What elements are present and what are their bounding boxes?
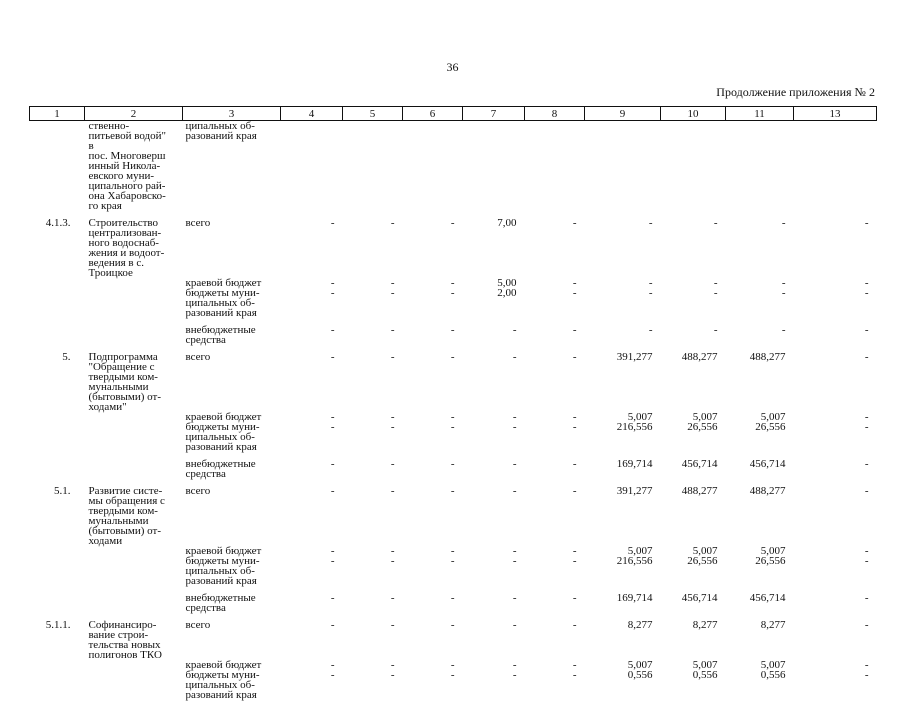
value-cell: - [450, 659, 455, 671]
value-cell: - [572, 421, 577, 433]
row-index [30, 546, 85, 556]
row-index [30, 556, 85, 586]
value-cell: - [864, 217, 869, 229]
value-cell: - [390, 485, 395, 497]
value-cell: - [572, 669, 577, 681]
value-cell [661, 121, 726, 212]
funding-source: краевой бюджет [185, 545, 262, 557]
column-header: 7 [463, 107, 525, 121]
value-cell: - [864, 619, 869, 631]
funding-source: бюджеты муни- ципальных об- разований края [185, 287, 260, 319]
value-cell: - [864, 485, 869, 497]
value-cell: - [450, 458, 455, 470]
value-cell: 216,556 [616, 555, 653, 567]
table-row [30, 660, 877, 670]
value-cell: - [864, 555, 869, 567]
value-cell: 5,007 [692, 411, 718, 423]
value-cell: - [713, 324, 718, 336]
table-row [30, 288, 877, 318]
value-cell: - [330, 217, 335, 229]
value-cell: - [572, 411, 577, 423]
value-cell: - [512, 619, 517, 631]
value-cell: - [330, 458, 335, 470]
row-index [30, 422, 85, 452]
value-cell: 5,007 [760, 659, 786, 671]
table-row [30, 670, 877, 700]
budget-table [29, 106, 877, 700]
continuation-note: Продолжение приложения № 2 [716, 85, 875, 99]
value-cell: - [864, 351, 869, 363]
value-cell: - [330, 324, 335, 336]
value-cell: 8,277 [692, 619, 718, 631]
row-index: 5.1.1. [45, 619, 71, 631]
value-cell: - [572, 619, 577, 631]
column-header: 10 [661, 107, 726, 121]
value-cell: - [450, 592, 455, 604]
value-cell: 391,277 [616, 485, 653, 497]
value-cell: - [450, 411, 455, 423]
column-header: 9 [585, 107, 661, 121]
value-cell: - [330, 545, 335, 557]
value-cell: 488,277 [681, 485, 718, 497]
column-header: 13 [794, 107, 877, 121]
value-cell: - [390, 619, 395, 631]
row-index: 4.1.3. [45, 217, 71, 229]
value-cell: - [572, 287, 577, 299]
value-cell: - [330, 287, 335, 299]
value-cell: - [864, 277, 869, 289]
value-cell: - [648, 287, 653, 299]
row-index [30, 452, 85, 479]
item-name [85, 288, 183, 318]
funding-source: ципальных об- разований края [185, 120, 257, 142]
value-cell: - [512, 669, 517, 681]
value-cell: 5,007 [627, 545, 653, 557]
value-cell: - [390, 458, 395, 470]
value-cell: 0,556 [627, 669, 653, 681]
value-cell: - [781, 217, 786, 229]
table-row [30, 586, 877, 613]
value-cell: - [781, 324, 786, 336]
value-cell: - [450, 485, 455, 497]
table-row [30, 345, 877, 412]
value-cell: - [512, 458, 517, 470]
column-header: 6 [403, 107, 463, 121]
value-cell: - [512, 351, 517, 363]
value-cell: - [512, 485, 517, 497]
value-cell: 5,00 [497, 277, 517, 289]
item-name [85, 278, 183, 288]
value-cell: - [648, 217, 653, 229]
column-header: 4 [281, 107, 343, 121]
value-cell: - [450, 217, 455, 229]
value-cell: 26,556 [687, 421, 718, 433]
value-cell [525, 121, 585, 212]
value-cell [281, 121, 343, 212]
value-cell: - [572, 592, 577, 604]
row-index: 5.1. [54, 485, 71, 497]
value-cell: 456,714 [749, 458, 786, 470]
item-name [85, 660, 183, 670]
value-cell: - [864, 592, 869, 604]
value-cell: - [648, 277, 653, 289]
funding-source: внебюджетные средства [185, 324, 256, 346]
value-cell: - [330, 277, 335, 289]
table-row [30, 422, 877, 452]
value-cell: 488,277 [681, 351, 718, 363]
funding-source: всего [185, 619, 211, 631]
item-name: ственно- питьевой водой" в пос. Многоверш инный Никола- евского муни- ципального рай- она Хабаровско- го края [88, 120, 167, 212]
value-cell: - [390, 555, 395, 567]
value-cell: - [572, 659, 577, 671]
value-cell: 5,007 [692, 545, 718, 557]
value-cell: - [330, 555, 335, 567]
item-name [85, 422, 183, 452]
value-cell: - [572, 324, 577, 336]
value-cell: - [781, 277, 786, 289]
value-cell: - [330, 351, 335, 363]
value-cell: - [330, 592, 335, 604]
value-cell: 8,277 [627, 619, 653, 631]
value-cell: - [512, 592, 517, 604]
value-cell: - [450, 351, 455, 363]
value-cell: - [390, 324, 395, 336]
table-row [30, 556, 877, 586]
value-cell: - [512, 421, 517, 433]
value-cell: - [512, 555, 517, 567]
value-cell: 5,007 [627, 411, 653, 423]
value-cell: - [864, 421, 869, 433]
value-cell: - [390, 277, 395, 289]
row-index [30, 412, 85, 422]
funding-source: краевой бюджет [185, 411, 262, 423]
value-cell: 7,00 [497, 217, 517, 229]
value-cell: 5,007 [692, 659, 718, 671]
value-cell: - [864, 324, 869, 336]
table-row [30, 452, 877, 479]
value-cell: - [450, 287, 455, 299]
value-cell: - [450, 619, 455, 631]
value-cell: 26,556 [755, 421, 786, 433]
value-cell: - [450, 555, 455, 567]
value-cell: - [713, 287, 718, 299]
column-header: 5 [343, 107, 403, 121]
value-cell: - [512, 545, 517, 557]
funding-source: внебюджетные средства [185, 458, 256, 480]
column-header: 8 [525, 107, 585, 121]
value-cell: 0,556 [760, 669, 786, 681]
value-cell [403, 121, 463, 212]
value-cell: - [572, 217, 577, 229]
value-cell: - [390, 421, 395, 433]
value-cell: 169,714 [616, 592, 653, 604]
row-index [30, 660, 85, 670]
value-cell: 26,556 [755, 555, 786, 567]
value-cell: - [781, 287, 786, 299]
value-cell: 2,00 [497, 287, 517, 299]
value-cell: - [864, 458, 869, 470]
item-name: Подпрограмма "Обращение с твердыми ком- мунальными (бытовыми) от- ходами" [88, 351, 161, 413]
value-cell: - [390, 592, 395, 604]
value-cell: 456,714 [681, 592, 718, 604]
value-cell: - [390, 287, 395, 299]
funding-source: всего [185, 217, 211, 229]
item-name [85, 412, 183, 422]
value-cell: - [512, 411, 517, 423]
value-cell: - [572, 458, 577, 470]
row-index [30, 586, 85, 613]
value-cell: - [864, 411, 869, 423]
item-name [85, 586, 183, 613]
row-index [30, 318, 85, 345]
value-cell: 5,007 [760, 411, 786, 423]
value-cell: - [864, 545, 869, 557]
table-row [30, 613, 877, 660]
value-cell: - [330, 619, 335, 631]
table-row [30, 121, 877, 212]
table-row [30, 318, 877, 345]
funding-source: краевой бюджет [185, 277, 262, 289]
item-name: Строительство централизован- ного водоснаб- жения и водоот- ведения в с. Троицкое [88, 217, 165, 279]
value-cell: - [648, 324, 653, 336]
value-cell: - [390, 411, 395, 423]
row-index [30, 288, 85, 318]
column-header: 2 [85, 107, 183, 121]
value-cell: - [713, 217, 718, 229]
funding-source: бюджеты муни- ципальных об- разований края [185, 421, 260, 453]
value-cell: - [390, 659, 395, 671]
row-index [30, 121, 85, 212]
value-cell: - [450, 324, 455, 336]
item-name [85, 452, 183, 479]
column-header: 11 [726, 107, 794, 121]
value-cell: 216,556 [616, 421, 653, 433]
funding-source: краевой бюджет [185, 659, 262, 671]
value-cell: - [390, 351, 395, 363]
value-cell: 8,277 [760, 619, 786, 631]
item-name [85, 318, 183, 345]
value-cell: 0,556 [692, 669, 718, 681]
value-cell: - [713, 277, 718, 289]
value-cell: - [864, 659, 869, 671]
item-name [85, 670, 183, 700]
column-header: 1 [30, 107, 85, 121]
value-cell: 5,007 [760, 545, 786, 557]
value-cell: - [450, 421, 455, 433]
value-cell: - [450, 545, 455, 557]
value-cell: 456,714 [681, 458, 718, 470]
value-cell: - [572, 277, 577, 289]
value-cell: 26,556 [687, 555, 718, 567]
value-cell: - [572, 485, 577, 497]
value-cell [726, 121, 794, 212]
value-cell: - [864, 287, 869, 299]
value-cell: - [864, 669, 869, 681]
value-cell: 169,714 [616, 458, 653, 470]
value-cell: - [572, 545, 577, 557]
row-index: 5. [62, 351, 71, 363]
value-cell: - [450, 277, 455, 289]
value-cell: - [330, 485, 335, 497]
value-cell: 488,277 [749, 351, 786, 363]
funding-source: всего [185, 351, 211, 363]
page-number: 36 [446, 60, 459, 74]
item-name: Софинансиро- вание строи- тельства новых полигонов ТКО [88, 619, 162, 661]
funding-source: всего [185, 485, 211, 497]
value-cell: 488,277 [749, 485, 786, 497]
value-cell: 456,714 [749, 592, 786, 604]
value-cell: - [330, 411, 335, 423]
value-cell: - [572, 351, 577, 363]
table-body [30, 121, 877, 701]
row-index [30, 670, 85, 700]
value-cell: - [390, 669, 395, 681]
value-cell: - [330, 659, 335, 671]
table-row [30, 211, 877, 278]
value-cell: - [390, 217, 395, 229]
value-cell: - [450, 669, 455, 681]
header-row [30, 107, 877, 121]
value-cell [794, 121, 877, 212]
value-cell: - [330, 421, 335, 433]
value-cell: 5,007 [627, 659, 653, 671]
item-name [85, 546, 183, 556]
column-header: 3 [183, 107, 281, 121]
value-cell [585, 121, 661, 212]
value-cell: - [512, 324, 517, 336]
funding-source: бюджеты муни- ципальных об- разований края [185, 555, 260, 587]
item-name [85, 556, 183, 586]
item-name: Развитие систе- мы обращения с твердыми ком- мунальными (бытовыми) от- ходами [88, 485, 165, 547]
value-cell: - [572, 555, 577, 567]
row-index [30, 278, 85, 288]
funding-source: внебюджетные средства [185, 592, 256, 614]
value-cell: 391,277 [616, 351, 653, 363]
value-cell: - [390, 545, 395, 557]
value-cell [343, 121, 403, 212]
value-cell: - [512, 659, 517, 671]
value-cell: - [330, 669, 335, 681]
value-cell [463, 121, 525, 212]
table-row [30, 479, 877, 546]
funding-source: бюджеты муни- ципальных об- разований края [185, 669, 260, 701]
